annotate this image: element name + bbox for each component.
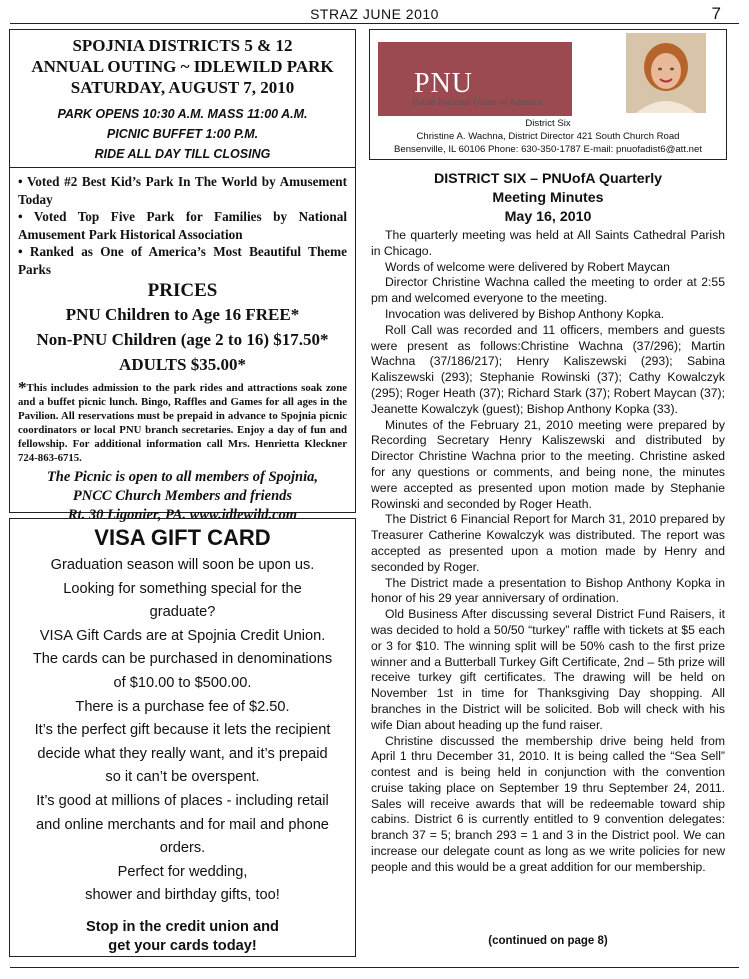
schedule-line: PARK OPENS 10:30 A.M. MASS 11:00 A.M. [57,107,308,121]
visa-call-to-action [16,918,349,956]
visa-line: It’s good at millions of places - including retail [36,792,329,809]
minutes-heading [371,170,725,227]
minutes-paragraph: Roll Call was recorded and 11 officers, members and guests were present as follows:Christine Wachna (37/296); Martin Wachna (37/186/217); Henry Kaliszewski (293); Sabina Kaliszewski (293); Stephanie Rowinski (37); Cathy Kowalczyk (295); Roger Heath (37); Richard Stark (37); Robert Maycan (37); Jeanette Kowalczyk (guest); Bishop Anthony Kopka (33). [371,322,725,416]
minutes-heading-line: May 16, 2010 [504,209,592,225]
pnu-logo-subtitle: Polish National Union of America [412,98,542,108]
bottom-rule [10,967,739,968]
outing-title-line: SPOJNIA DISTRICTS 5 & 12 [72,36,293,55]
outing-title-line: ANNUAL OUTING ~ IDLEWILD PARK [31,57,334,76]
visa-line: Looking for something special for the [63,580,302,597]
visa-line: shower and birthday gifts, too! [85,887,280,904]
minutes-paragraph: Invocation was delivered by Bishop Anthony Kopka. [385,306,665,321]
award-item: • Voted Top Five Park for Families by National Amusement Park Historical Association [18,209,347,242]
director-address: Christine A. Wachna, District Director 421 South Church Road [416,131,680,142]
minutes-heading-line: DISTRICT SIX – PNUofA Quarterly [433,171,663,187]
price-item: PNU Children to Age 16 FREE* [65,305,300,324]
visa-line: Perfect for wedding, [117,863,248,880]
price-list [18,302,347,377]
footnote-asterisk: * [18,378,27,397]
footer-line: The Picnic is open to all members of Spojnia, [46,469,319,485]
cta-line: get your cards today! [108,937,257,954]
minutes-heading-line: Meeting Minutes [492,190,604,206]
visa-line: VISA Gift Cards are at Spojnia Credit Union. [39,627,326,644]
visa-line: decide what they really want, and it’s prepaid [37,745,328,762]
outing-title [18,35,347,98]
district-label: District Six [525,118,571,129]
visa-line: orders. [159,840,206,857]
minutes-paragraph: The quarterly meeting was held at All Saints Cathedral Parish in Chicago. [371,228,725,258]
minutes-paragraph: The District made a presentation to Bishop Anthony Kopka in honor of his 29 year anniversary of ordination. [371,575,725,606]
cta-line: Stop in the credit union and [86,918,279,935]
divider [10,167,355,168]
visa-line: There is a purchase fee of $2.50. [75,698,290,715]
visa-line: of $10.00 to $500.00. [113,674,252,691]
minutes-body [371,228,725,876]
outing-schedule [18,104,347,164]
award-item: • Voted #2 Best Kid’s Park In The World by Amusement Today [18,174,347,207]
visa-gift-card-ad [9,518,356,957]
continued-note: (continued on page 8) [488,935,608,947]
page-number: 7 [711,4,721,23]
visa-line: Graduation season will soon be upon us. [50,557,315,573]
footnote-text: This includes admission to the park rides and attractions soak zone and a buffet picnic lunch. Bingo, Raffles and Games for all ages in the Pavilion. All reservations must be prepaid in advance to Spojnia picnic coordinators or local PNU branch secretaries. Enjoy a day of fun and fellowship. For additional information call Mrs. Henrietta Kleckner 724-863-6715. [18,382,347,464]
footer-line: PNCC Church Members and friends [72,488,293,504]
price-item: ADULTS $35.00* [119,355,246,374]
visa-line: so it can’t be overspent. [105,769,260,786]
footer-line: Rt. 30 Ligonier, PA. www.idlewild.com [67,507,298,523]
minutes-paragraph: Minutes of the February 21, 2010 meeting were prepared by Recording Secretary Henry Kaliszewski and distributed by Director Christine Wachna prior to the meeting. Christine asked for any questions or comments, and being none, the minutes were accepted as presented upon motion made by Stephanie Rowinski and seconded by Roger Heath. [371,417,725,511]
price-item: Non-PNU Children (age 2 to 16) $17.50* [36,330,329,349]
outing-announcement [9,29,356,523]
schedule-line: RIDE ALL DAY TILL CLOSING [94,147,271,161]
schedule-line: PICNIC BUFFET 1:00 P.M. [106,127,259,141]
outing-title-line: SATURDAY, AUGUST 7, 2010 [70,78,295,97]
director-photo [626,33,706,113]
masthead: STRAZ JUNE 2010 [310,6,439,22]
prices-heading: PRICES [147,280,218,301]
page-header [10,4,739,24]
park-awards [18,173,347,278]
minutes-paragraph: Old Business After discussing several District Fund Raisers, it was decided to hold a 50/50 “turkey” raffle with tickets at $5 each or 3 for $10. The winning split will be 50% cash to the first prize winner and a Butterball Turkey Gift Certificate, 2nd – 5th prize will receive turkey gift certificates. The drawing will be held on November 1st in time for Thanksgiving Day shopping. All branches in the District will be solicited. Bob will check with his wife Dian about heading up the fund raiser. [371,607,725,732]
visa-title: VISA GIFT CARD [94,525,271,550]
visa-line: and online merchants and for mail and phone [36,816,329,833]
minutes-paragraph: Christine discussed the membership drive being held from April 1 thru December 31, 2010. It is being called the “Sea Sell” contest and is being held in conjunction with the convention cruise taking place on September 19 thru September 24, 2011. Sales will receive awards that will be redeemable toward ship cabins. District 6 is currently entitled to 9 convention delegates: branch 37 = 5; branch 293 = 1 and 3 in the District pool. We can increase our delegate count as long as we write policies for new people and this would be a great addition for our membership. [371,733,725,874]
minutes-paragraph: Director Christine Wachna called the meeting to order at 2:55 pm and welcomed everyone to the meeting. [371,275,725,306]
minutes-paragraph: Words of welcome were delivered by Robert Maycan [385,259,670,274]
award-item: • Ranked as One of America’s Most Beautiful Theme Parks [18,244,347,277]
visa-line: The cards can be purchased in denominations [32,651,333,668]
pnu-logo-text: PNU [414,68,474,99]
visa-line: It’s the perfect gift because it lets the recipient [34,722,331,739]
minutes-paragraph: The District 6 Financial Report for March 31, 2010 prepared by Treasurer Catherine Kowalczyk was distributed. The report was accepted as presented upon a motion made by Henry and seconded by Roger. [371,512,725,574]
portrait-image [626,33,706,113]
visa-line: graduate? [149,604,216,621]
outing-footer [18,468,347,525]
director-contact: Bensenville, IL 60106 Phone: 630-350-1787 E-mail: pnuofadist6@att.net [393,144,703,155]
price-footnote [18,378,347,465]
